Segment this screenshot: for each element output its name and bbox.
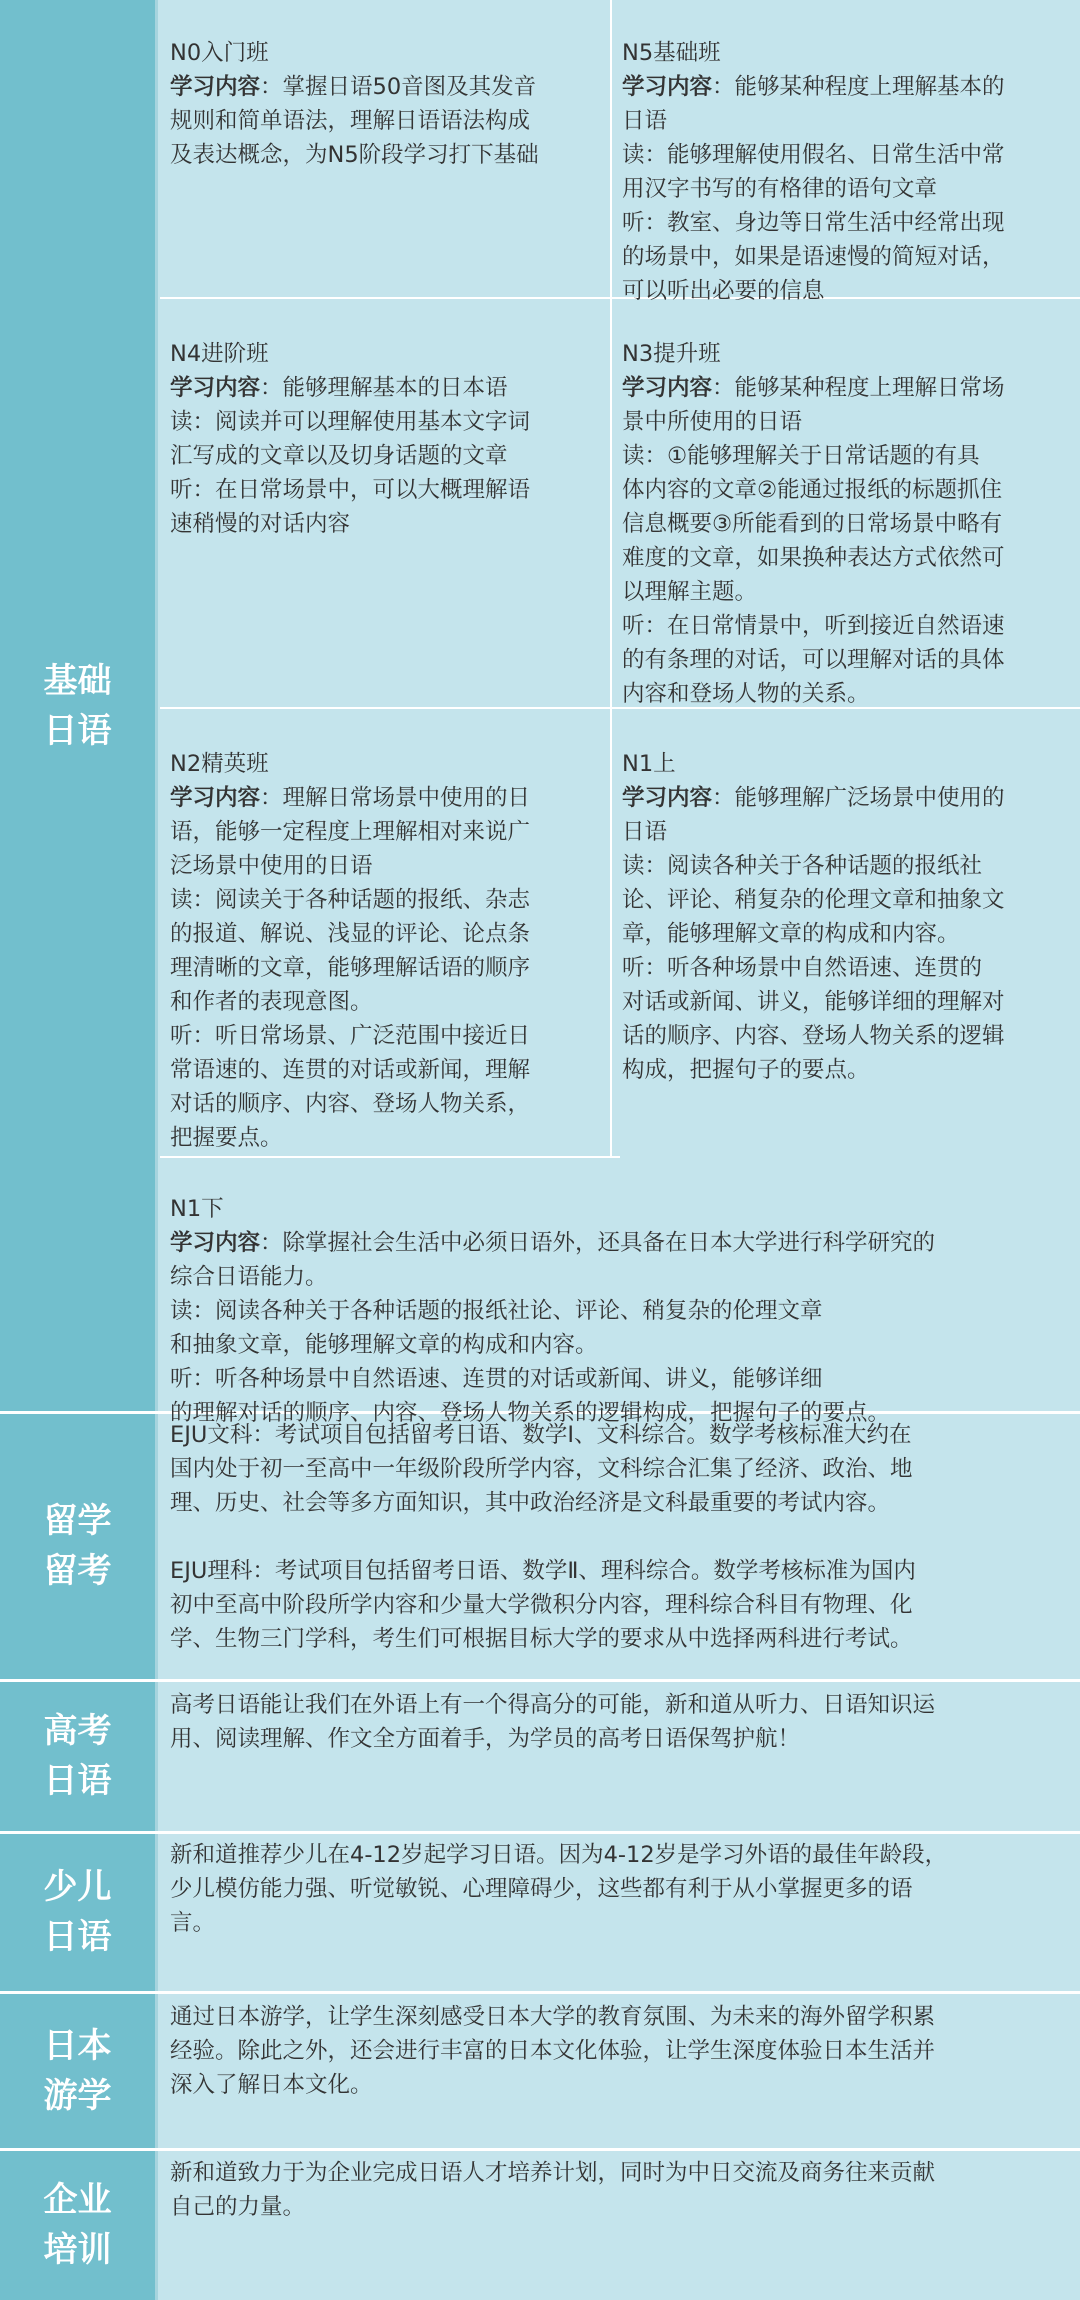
section-liuxue-label: 留学 留考	[43, 1501, 112, 1591]
course-title: N2精英班	[170, 751, 269, 777]
section-basic-label: 基础 日语	[43, 661, 112, 751]
course-description: ：能够某种程度上理解基本的 日语 读：能够理解使用假名、日常生活中常 用汉字书写的有格律的语句文章 听：教室、身边等日常生活中经常出现 的场景中，如果是语速慢的简短对话， 可以听出必要的信息	[622, 74, 1005, 304]
section-youxue-label: 日本 游学	[43, 2025, 112, 2116]
section-divider	[0, 1991, 1080, 1994]
course-n2	[170, 713, 610, 1153]
section-youxue-sidebar	[0, 1992, 158, 2149]
course-description: ：能够某种程度上理解日常场 景中所使用的日语 读：①能够理解关于日常话题的有具 体内容的文章②能通过报纸的标题抓住 信息概要③所能看到的日常场景中略有 难度的文章，如果换种表达方式依然可 以理解主题。 听：在日常情景中，听到接近自然语速 的有条理的对话，可以理解对话的具体 内容和登场人物的关系。	[622, 375, 1005, 707]
course-title: N5基础班	[622, 40, 721, 66]
course-description: ：能够理解广泛场景中使用的 日语 读：阅读各种关于各种话题的报纸社 论、评论、稍复杂的伦理文章和抽象文 章，能够理解文章的构成和内容。 听：听各种场景中自然语速、连贯的 对话或新闻、讲义，能够详细的理解对 话的顺序、内容、登场人物关系的逻辑 构成，把握句子的要点。	[622, 785, 1005, 1083]
section-gaokao-text: 高考日语能让我们在外语上有一个得高分的可能，新和道从听力、日语知识运 用、阅读理解、作文全方面着手，为学员的高考日语保驾护航！	[170, 1692, 936, 1752]
section-basic-sidebar	[0, 0, 158, 1412]
course-keyword: 学习内容	[622, 785, 713, 811]
section-gaokao-label: 高考 日语	[43, 1711, 112, 1801]
course-description: ：理解日常场景中使用的日 语，能够一定程度上理解相对来说广 泛场景中使用的日语 读：阅读关于各种话题的报纸、杂志 的报道、解说、浅显的评论、论点条 理清晰的文章，能够理解话语的顺序 和作者的表现意图。 听：听日常场景、广泛范围中接近日 常语速的、连贯的对话或新闻，理解 对话的顺序、内容、登场人物关系， 把握要点。	[170, 785, 531, 1151]
course-keyword: 学习内容	[170, 785, 261, 811]
course-description: ：除掌握社会生活中必须日语外，还具备在日本大学进行科学研究的 综合日语能力。 读：阅读各种关于各种话题的报纸社论、评论、稍复杂的伦理文章 和抽象文章，能够理解文章的构成和内容。 听：听各种场景中自然语速、连贯的对话或新闻、讲义，能够详细 的理解对话的顺序、内容、登场人物关系的逻辑构成，把握句子的要点。	[170, 1230, 936, 1426]
course-keyword: 学习内容	[622, 74, 713, 100]
course-description: ：能够理解基本的日本语 读：阅读并可以理解使用基本文字词 汇写成的文章以及切身话题的文章 听：在日常场景中，可以大概理解语 速稍慢的对话内容	[170, 375, 531, 537]
course-n4	[170, 303, 610, 703]
section-gaokao-sidebar	[0, 1680, 158, 1832]
course-title: N1下	[170, 1196, 224, 1222]
course-n5	[622, 2, 1078, 304]
section-divider	[0, 2148, 1080, 2151]
section-qiye-sidebar	[0, 2149, 158, 2300]
course-keyword: 学习内容	[170, 375, 261, 401]
course-title: N0入门班	[170, 40, 269, 66]
section-shaoer-sidebar	[0, 1832, 158, 1992]
course-title: N1上	[622, 751, 676, 777]
course-n3	[622, 303, 1078, 707]
course-title: N4进阶班	[170, 341, 269, 367]
section-liuxue-text: EJU文科：考试项目包括留考日语、数学Ⅰ、文科综合。数学考核标准大约在 国内处于初一至高中一年级阶段所学内容，文科综合汇集了经济、政治、地 理、历史、社会等多方面知识，其中政治经济是文科最重要的考试内容。 EJU理科：考试项目包括留考日语、数学Ⅱ、理科综合。数学考核标准为国内 初中至高中阶段所学内容和少量大学微积分内容，理科综合科目有物理、化 学、生物三门学科，考生们可根据目标大学的要求从中选择两科进行考试。	[170, 1422, 916, 1652]
course-n1-upper	[622, 713, 1078, 1153]
course-title: N3提升班	[622, 341, 721, 367]
section-qiye-text: 新和道致力于为企业完成日语人才培养计划，同时为中日交流及商务往来贡献 自己的力量。	[170, 2160, 936, 2220]
grid-line	[610, 0, 612, 1156]
course-keyword: 学习内容	[622, 375, 713, 401]
course-keyword: 学习内容	[170, 74, 261, 100]
section-qiye-label: 企业 培训	[43, 2179, 112, 2270]
section-youxue-text: 通过日本游学，让学生深刻感受日本大学的教育氛围、为未来的海外留学积累 经验。除此之外，还会进行丰富的日本文化体验，让学生深度体验日本生活并 深入了解日本文化。	[170, 2004, 936, 2098]
section-divider	[0, 1679, 1080, 1682]
section-shaoer-text: 新和道推荐少儿在4-12岁起学习日语。因为4-12岁是学习外语的最佳年龄段， 少儿模仿能力强、听觉敏锐、心理障碍少，这些都有利于从小掌握更多的语 言。	[170, 1842, 948, 1936]
course-keyword: 学习内容	[170, 1230, 261, 1256]
course-n0	[170, 2, 610, 294]
course-n1-lower	[170, 1158, 1075, 1426]
course-description: ：掌握日语50音图及其发音 规则和简单语法，理解日语语法构成 及表达概念，为N5阶段学习打下基础	[170, 74, 539, 168]
section-divider	[0, 1831, 1080, 1834]
section-liuxue-sidebar	[0, 1412, 158, 1680]
section-shaoer-label: 少儿 日语	[43, 1867, 112, 1957]
